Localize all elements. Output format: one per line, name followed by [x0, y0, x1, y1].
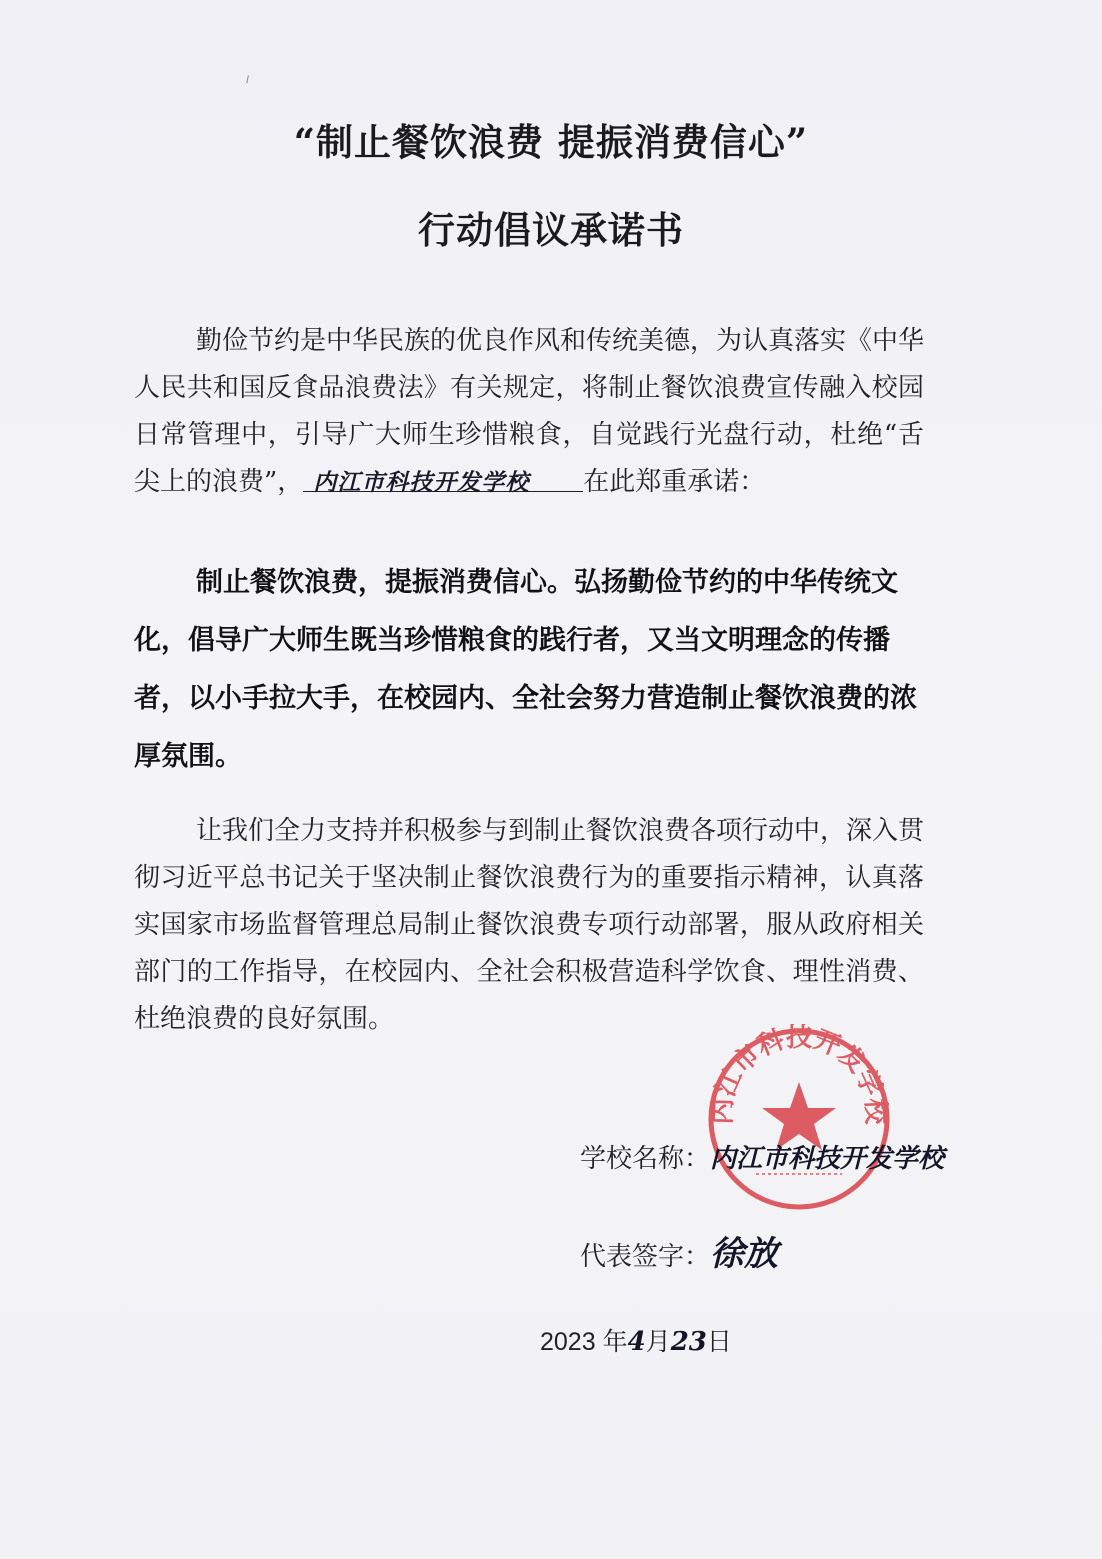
- date-row: [540, 1322, 732, 1358]
- school-name-signature: 内江市科技开发学校: [710, 1144, 945, 1174]
- commitment-paragraph: [134, 554, 924, 786]
- intro-text-after: 在此郑重承诺：: [583, 467, 766, 497]
- closing-paragraph: [134, 808, 924, 1043]
- date-year: 2023: [540, 1328, 596, 1356]
- date-day-char: 日: [706, 1328, 732, 1356]
- date-day: 23: [670, 1327, 707, 1357]
- intro-text: 勤俭节约是中华民族的优良作风和传统美德，为认真落实《中华人民共和国反食品浪费法》有关规定，将制止餐饮浪费宣传融入校园日常管理中，引导广大师生珍惜粮食，自觉践行光盘行动，杜绝“舌尖上的浪费”，: [134, 326, 925, 497]
- document-title-line1: “制止餐饮浪费 提振消费信心”: [293, 120, 809, 164]
- scan-mark: [246, 75, 255, 84]
- intro-paragraph: [134, 318, 924, 506]
- commitment-text: 制止餐饮浪费，提振消费信心。弘扬勤俭节约的中华传统文化，倡导广大师生既当珍惜粮食的践行者，又当文明理念的传播者，以小手拉大手，在校园内、全社会努力营造制止餐饮浪费的浓厚氛围。: [134, 567, 917, 772]
- date-month-char: 月: [645, 1328, 671, 1356]
- school-seal: [704, 1024, 894, 1214]
- school-name-label: 学校名称：: [580, 1144, 711, 1174]
- closing-text: 让我们全力支持并积极参与到制止餐饮浪费各项行动中，深入贯彻习近平总书记关于坚决制止餐饮浪费行为的重要指示精神，认真落实国家市场监督管理总局制止餐饮浪费专项行动部署，服从政府相关部门的工作指导，在校园内、全社会积极营造科学饮食、理性消费、杜绝浪费的良好氛围。: [134, 816, 925, 1034]
- school-fill-blank: [303, 459, 583, 496]
- date-year-char: 年: [602, 1328, 628, 1356]
- school-name-row: [580, 1138, 944, 1175]
- seal-text: 内江市科技开发学校: [707, 1024, 891, 1125]
- document-title-line2: 行动倡议承诺书: [418, 208, 684, 252]
- representative-row: [580, 1226, 778, 1275]
- representative-signature: 徐放: [710, 1234, 779, 1274]
- handwritten-school-name: 内江市科技开发学校: [313, 469, 530, 496]
- representative-label: 代表签字：: [580, 1242, 711, 1272]
- date-month: 4: [627, 1327, 646, 1357]
